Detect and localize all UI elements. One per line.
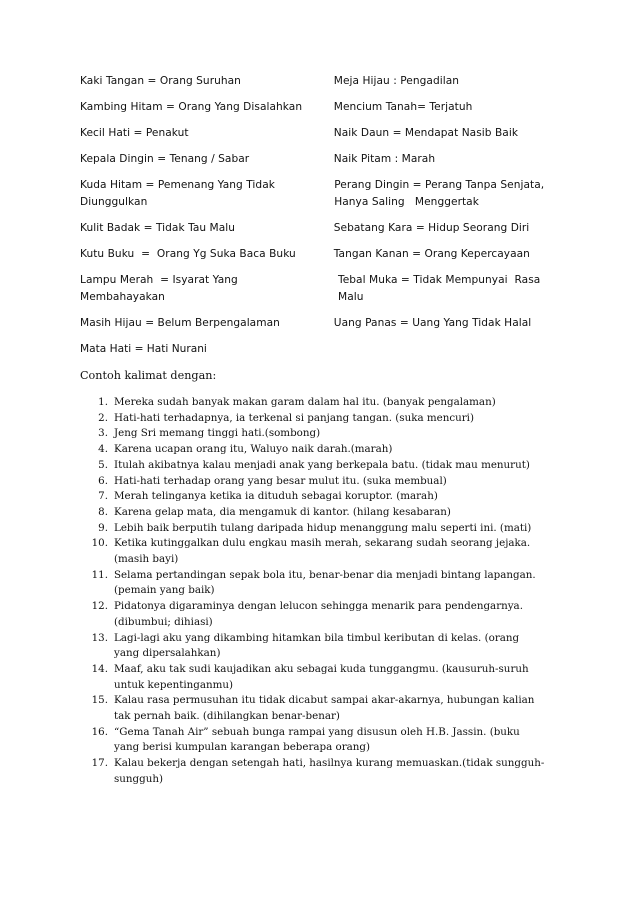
idiom-right: Perang Dingin = Perang Tanpa Senjata, Hanya Saling Menggertak — [334, 179, 548, 208]
idiom-left: Masih Hijau = Belum Berpengalaman — [80, 317, 280, 329]
examples-heading: Contoh kalimat dengan: — [80, 369, 217, 382]
item-number: 6. — [98, 474, 108, 487]
list-item — [90, 442, 545, 458]
idiom-row — [80, 272, 560, 315]
idiom-row — [80, 177, 560, 220]
item-text: Lagi-lagi aku yang dikambing hitamkan bila timbul keributan di kelas. (orang yang dipersalahkan) — [114, 631, 520, 660]
list-item — [90, 725, 545, 756]
list-item — [90, 426, 545, 442]
item-number: 3. — [98, 427, 108, 440]
item-text: Lebih baik berputih tulang daripada hidup menanggung malu seperti ini. (mati) — [114, 521, 532, 534]
list-item — [90, 599, 545, 630]
idiom-right: Tangan Kanan = Orang Kepercayaan — [333, 248, 530, 260]
list-item — [90, 489, 545, 505]
idiom-right: Mencium Tanah= Terjatuh — [333, 101, 473, 113]
item-number: 9. — [98, 521, 108, 534]
idiom-table — [80, 73, 560, 358]
item-text: Selama pertandingan sepak bola itu, benar-benar dia menjadi bintang lapangan. (pemain yang baik) — [114, 568, 536, 597]
item-number: 1. — [98, 396, 108, 408]
idiom-left: Kuda Hitam = Pemenang Yang Tidak Diunggulkan — [80, 179, 275, 208]
list-item — [90, 505, 545, 521]
idiom-right: Naik Pitam : Marah — [333, 153, 436, 165]
item-number: 14. — [91, 662, 108, 675]
idiom-row — [80, 220, 560, 246]
list-item — [90, 693, 545, 724]
item-number: 5. — [98, 458, 108, 471]
item-number: 13. — [91, 631, 108, 644]
item-text: Itulah akibatnya kalau menjadi anak yang berkepala batu. (tidak mau menurut) — [114, 458, 530, 471]
list-item — [90, 395, 545, 411]
idiom-left: Kepala Dingin = Tenang / Sabar — [80, 153, 250, 165]
item-number: 17. — [91, 757, 108, 770]
item-number: 8. — [98, 505, 108, 518]
idiom-left: Kutu Buku = Orang Yg Suka Baca Buku — [80, 248, 296, 260]
idiom-left: Kaki Tangan = Orang Suruhan — [80, 75, 241, 87]
list-item — [90, 662, 545, 693]
item-number: 7. — [98, 490, 108, 503]
item-text: Hati-hati terhadapnya, ia terkenal si panjang tangan. (suka mencuri) — [114, 411, 474, 424]
idiom-row — [80, 125, 560, 151]
list-item — [90, 536, 545, 567]
idiom-left: Kecil Hati = Penakut — [80, 127, 189, 139]
idiom-row — [80, 73, 560, 99]
list-item — [90, 568, 545, 599]
idiom-row — [80, 151, 560, 177]
item-number: 4. — [98, 443, 108, 456]
item-text: Karena gelap mata, dia mengamuk di kantor. (hilang kesabaran) — [114, 505, 451, 518]
item-number: 11. — [91, 568, 108, 581]
idiom-right: Naik Daun = Mendapat Nasib Baik — [333, 127, 519, 139]
item-text: Ketika kutinggalkan dulu engkau masih merah, sekarang sudah seorang jejaka. (masih bayi) — [114, 537, 531, 566]
item-text: Maaf, aku tak sudi kaujadikan aku sebagai kuda tunggangmu. (kausuruh-suruh untuk kepentinganmu) — [114, 662, 529, 691]
item-text: Jeng Sri memang tinggi hati.(sombong) — [114, 427, 321, 440]
idiom-row — [80, 246, 560, 272]
examples-list — [90, 395, 545, 788]
list-item — [90, 521, 545, 537]
item-number: 10. — [91, 537, 108, 550]
idiom-left: Kambing Hitam = Orang Yang Disalahkan — [80, 101, 303, 113]
list-item — [90, 756, 545, 787]
idiom-right: Tebal Muka = Tidak Mempunyai Rasa Malu — [338, 274, 544, 303]
idiom-left: Kulit Badak = Tidak Tau Malu — [80, 222, 236, 234]
item-number: 12. — [91, 600, 108, 613]
item-number: 15. — [91, 694, 108, 707]
idiom-row — [80, 99, 560, 125]
list-item — [90, 458, 545, 474]
item-text: Pidatonya digaraminya dengan lelucon sehingga menarik para pendengarnya. (dibumbui; dihiasi) — [114, 600, 523, 628]
idiom-right: Meja Hijau : Pengadilan — [333, 75, 460, 87]
item-number: 2. — [98, 411, 108, 424]
list-item — [90, 631, 545, 662]
item-text: Merah telinganya ketika ia dituduh sebagai koruptor. (marah) — [114, 490, 438, 503]
idiom-right: Uang Panas = Uang Yang Tidak Halal — [333, 317, 532, 329]
item-text: Kalau rasa permusuhan itu tidak dicabut sampai akar-akarnya, hubungan kalian tak pernah baik. (dihilangkan benar-benar) — [114, 694, 535, 723]
item-number: 16. — [91, 725, 108, 738]
item-text: Hati-hati terhadap orang yang besar mulut itu. (suka membual) — [114, 474, 447, 487]
idiom-left: Lampu Merah = Isyarat Yang Membahayakan — [80, 274, 242, 303]
item-text: Kalau bekerja dengan setengah hati, hasilnya kurang memuaskan.(tidak sungguh-sungguh) — [114, 757, 545, 785]
idiom-right: Sebatang Kara = Hidup Seorang Diri — [333, 222, 530, 234]
item-text: “Gema Tanah Air” sebuah bunga rampai yang disusun oleh H.B. Jassin. (buku yang berisi kumpulan karangan beberapa orang) — [114, 725, 520, 754]
item-text: Mereka sudah banyak makan garam dalam hal itu. (banyak pengalaman) — [114, 396, 496, 408]
list-item — [90, 411, 545, 427]
item-text: Karena ucapan orang itu, Waluyo naik darah.(marah) — [114, 443, 393, 456]
idiom-row — [80, 315, 560, 341]
idiom-last: Mata Hati = Hati Nurani — [80, 343, 207, 355]
list-item — [90, 474, 545, 490]
